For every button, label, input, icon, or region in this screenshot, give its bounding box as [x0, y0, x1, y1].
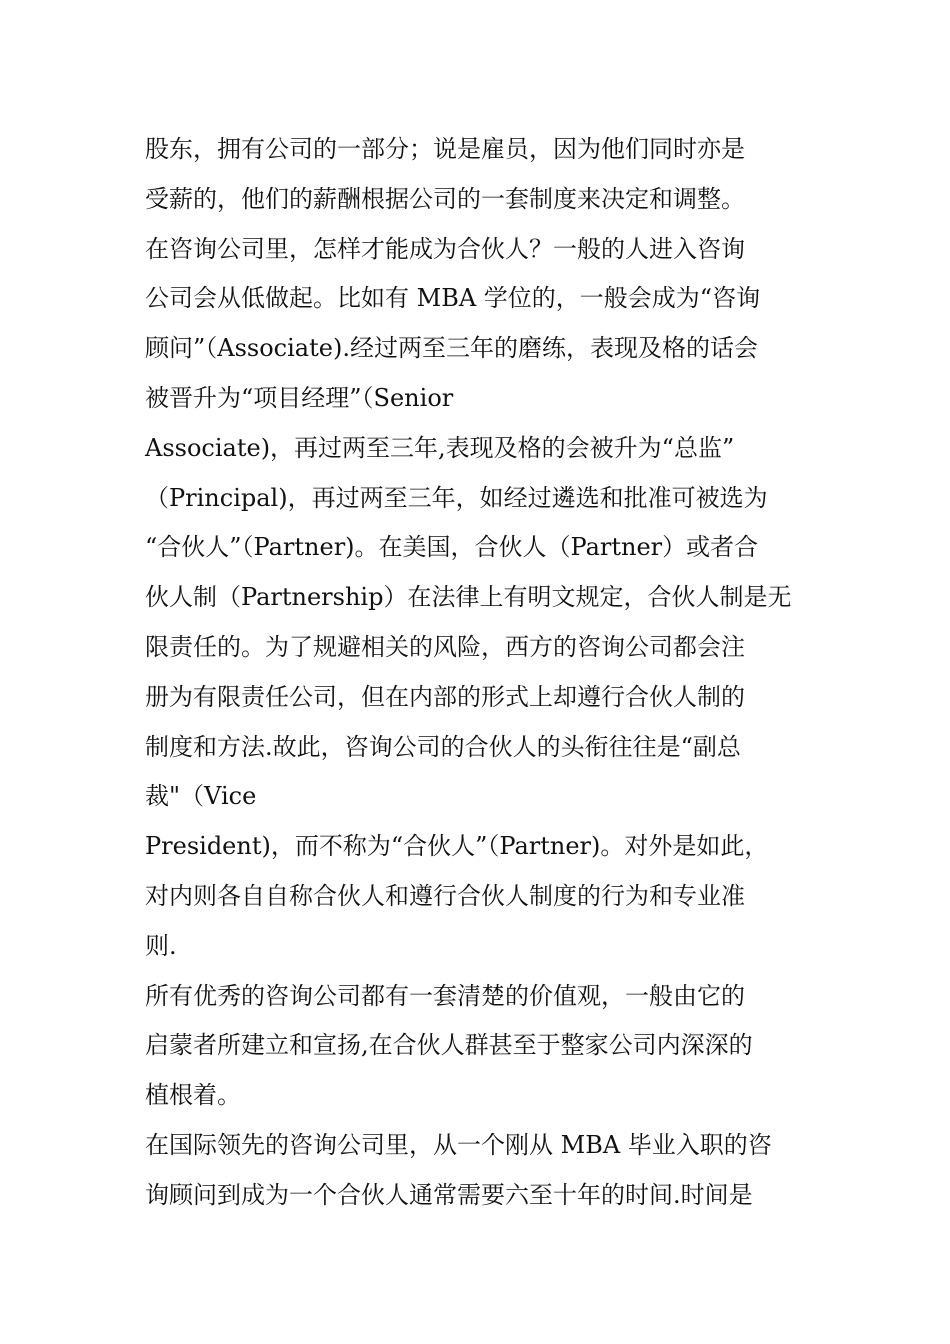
text-line: 植根着。: [145, 1081, 241, 1110]
text-line: 受薪的，他们的薪酬根据公司的一套制度来决定和调整。: [145, 184, 745, 213]
text-line: 限责任的。为了规避相关的风险，西方的咨询公司都会注: [145, 632, 745, 661]
text-line: 在咨询公司里，怎样才能成为合伙人？一般的人进入咨询: [145, 234, 745, 263]
text-line: 股东，拥有公司的一部分；说是雇员，因为他们同时亦是: [145, 135, 745, 163]
text-line: 册为有限责任公司，但在内部的形式上却遵行合伙人制的: [145, 682, 745, 711]
text-line: 顾问”（Associate).经过两至三年的磨练，表现及格的话会: [145, 334, 758, 363]
text-line: 制度和方法.故此，咨询公司的合伙人的头衔往往是“副总: [145, 732, 741, 761]
text-line: 询顾问到成为一个合伙人通常需要六至十年的时间.时间是: [145, 1180, 753, 1209]
text-line: 启蒙者所建立和宣扬,在合伙人群甚至于整家公司内深深的: [145, 1031, 753, 1060]
text-line: 所有优秀的咨询公司都有一套清楚的价值观，一般由它的: [145, 981, 745, 1010]
text-line: 在国际领先的咨询公司里，从一个刚从 MBA 毕业入职的咨: [145, 1130, 772, 1159]
text-line: “合伙人”（Partner)。在美国，合伙人（Partner）或者合: [145, 533, 759, 562]
text-line: 被晋升为“项目经理”（Senior: [145, 383, 454, 412]
text-line: 裁"（Vice: [145, 782, 257, 811]
text-line: 对内则各自自称合伙人和遵行合伙人制度的行为和专业准: [145, 881, 745, 910]
text-line: Associate)，再过两至三年,表现及格的会被升为“总监”: [145, 433, 735, 462]
text-line: 则.: [145, 931, 177, 960]
text-line: （Principal)，再过两至三年，如经过遴选和批准可被选为: [145, 483, 768, 512]
document-body: [145, 125, 810, 1221]
text-line: 伙人制（Partnership）在法律上有明文规定，合伙人制是无: [145, 583, 792, 612]
text-line: President)，而不称为“合伙人”（Partner)。对外是如此，: [145, 832, 769, 861]
text-line: 公司会从低做起。比如有 MBA 学位的，一般会成为“咨询: [145, 284, 761, 313]
